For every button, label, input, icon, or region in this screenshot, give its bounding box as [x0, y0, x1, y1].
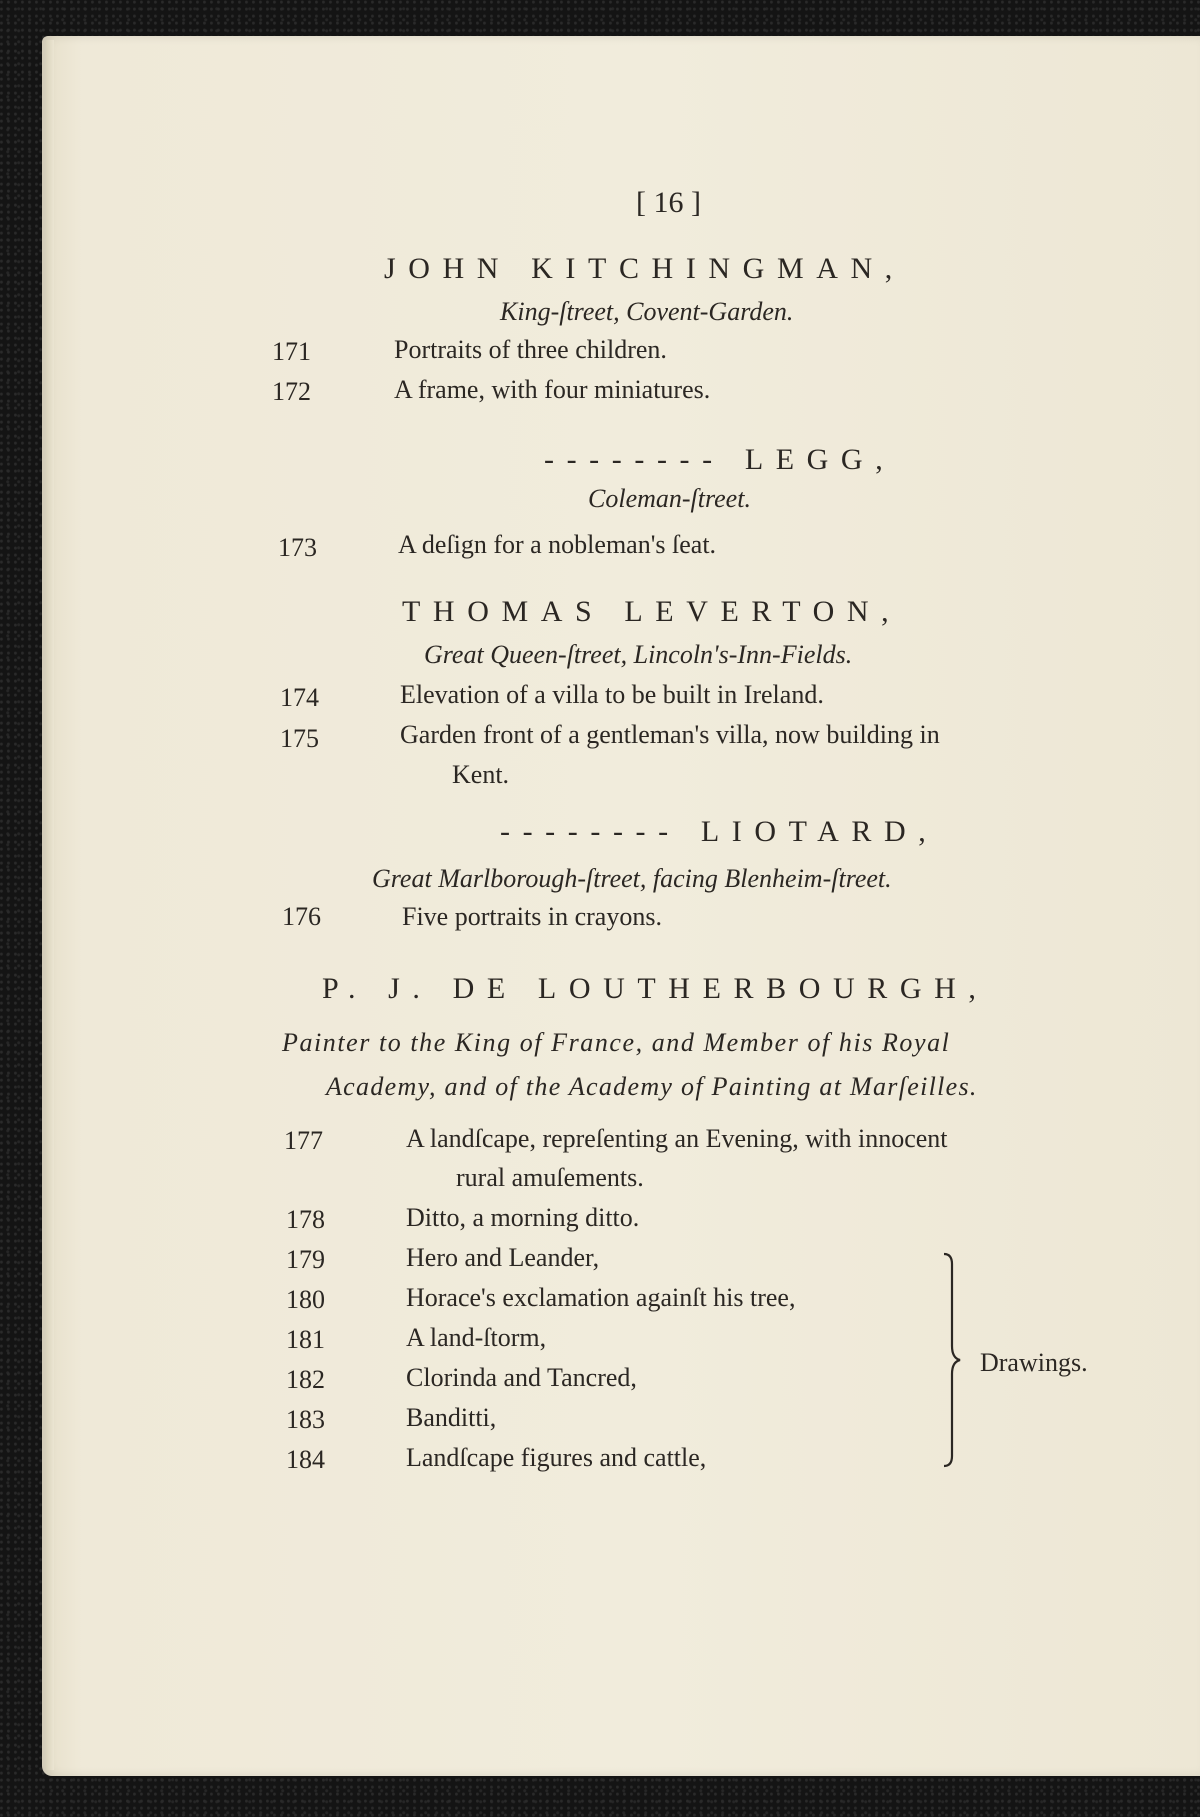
artist-address-liotard: Great Marlborough-ſtreet, facing Blenheim-ſtreet.: [372, 864, 892, 893]
entry-number: 173: [278, 533, 317, 562]
entry-title: Garden front of a gentleman's villa, now building in: [400, 720, 940, 749]
artist-address-legg: Coleman-ſtreet.: [588, 484, 751, 513]
artist-title-line2: Academy, and of the Academy of Painting at Marſeilles.: [326, 1072, 978, 1101]
entry-title: Clorinda and Tancred,: [406, 1363, 637, 1392]
entry-title-continuation: rural amuſements.: [456, 1163, 644, 1192]
entry-title: Horace's exclamation againſt his tree,: [406, 1283, 796, 1312]
entry-number: 177: [284, 1126, 323, 1155]
entry-number: 184: [286, 1445, 325, 1474]
entry-number: 174: [280, 683, 319, 712]
entry-number: 171: [272, 337, 311, 366]
artist-name-leverton: THOMAS LEVERTON,: [402, 595, 902, 628]
artist-address-leverton: Great Queen-ſtreet, Lincoln's-Inn-Fields.: [424, 640, 853, 669]
entry-title: Elevation of a villa to be built in Ireland.: [400, 680, 824, 709]
artist-name-liotard: -------- LIOTARD,: [500, 815, 939, 848]
entry-title: A frame, with four miniatures.: [394, 375, 711, 404]
brace-bracket: [940, 1250, 970, 1470]
entry-title: A land-ſtorm,: [406, 1323, 547, 1352]
entry-title: Hero and Leander,: [406, 1243, 600, 1272]
entry-title: Landſcape figures and cattle,: [406, 1443, 707, 1472]
drawings-label: Drawings.: [980, 1348, 1088, 1377]
page-number: [ 16 ]: [636, 186, 701, 219]
entry-number: 181: [286, 1325, 325, 1354]
entry-title: Portraits of three children.: [394, 335, 667, 364]
entry-title: Five portraits in crayons.: [402, 902, 662, 931]
entry-number: 179: [286, 1245, 325, 1274]
entry-number: 183: [286, 1405, 325, 1434]
entry-number: 172: [272, 377, 311, 406]
artist-name-legg: -------- LEGG,: [544, 443, 896, 476]
page-edge: [46, 40, 54, 1770]
entry-number: 176: [282, 902, 321, 931]
entry-title-continuation: Kent.: [452, 760, 510, 789]
artist-title-line1: Painter to the King of France, and Member of his Royal: [282, 1028, 951, 1057]
entry-title: Ditto, a morning ditto.: [406, 1203, 640, 1232]
entry-number: 178: [286, 1205, 325, 1234]
entry-number: 180: [286, 1285, 325, 1314]
entry-title: A landſcape, repreſenting an Evening, with innocent: [406, 1124, 948, 1153]
artist-address-kitchingman: King-ſtreet, Covent-Garden.: [500, 297, 794, 326]
artist-name-kitchingman: JOHN KITCHINGMAN,: [384, 252, 905, 285]
entry-number: 175: [280, 724, 319, 753]
entry-number: 182: [286, 1365, 325, 1394]
entry-title: Banditti,: [406, 1403, 497, 1432]
entry-title: A deſign for a nobleman's ſeat.: [398, 530, 717, 559]
artist-name-loutherbourgh: P. J. DE LOUTHERBOURGH,: [322, 972, 989, 1005]
